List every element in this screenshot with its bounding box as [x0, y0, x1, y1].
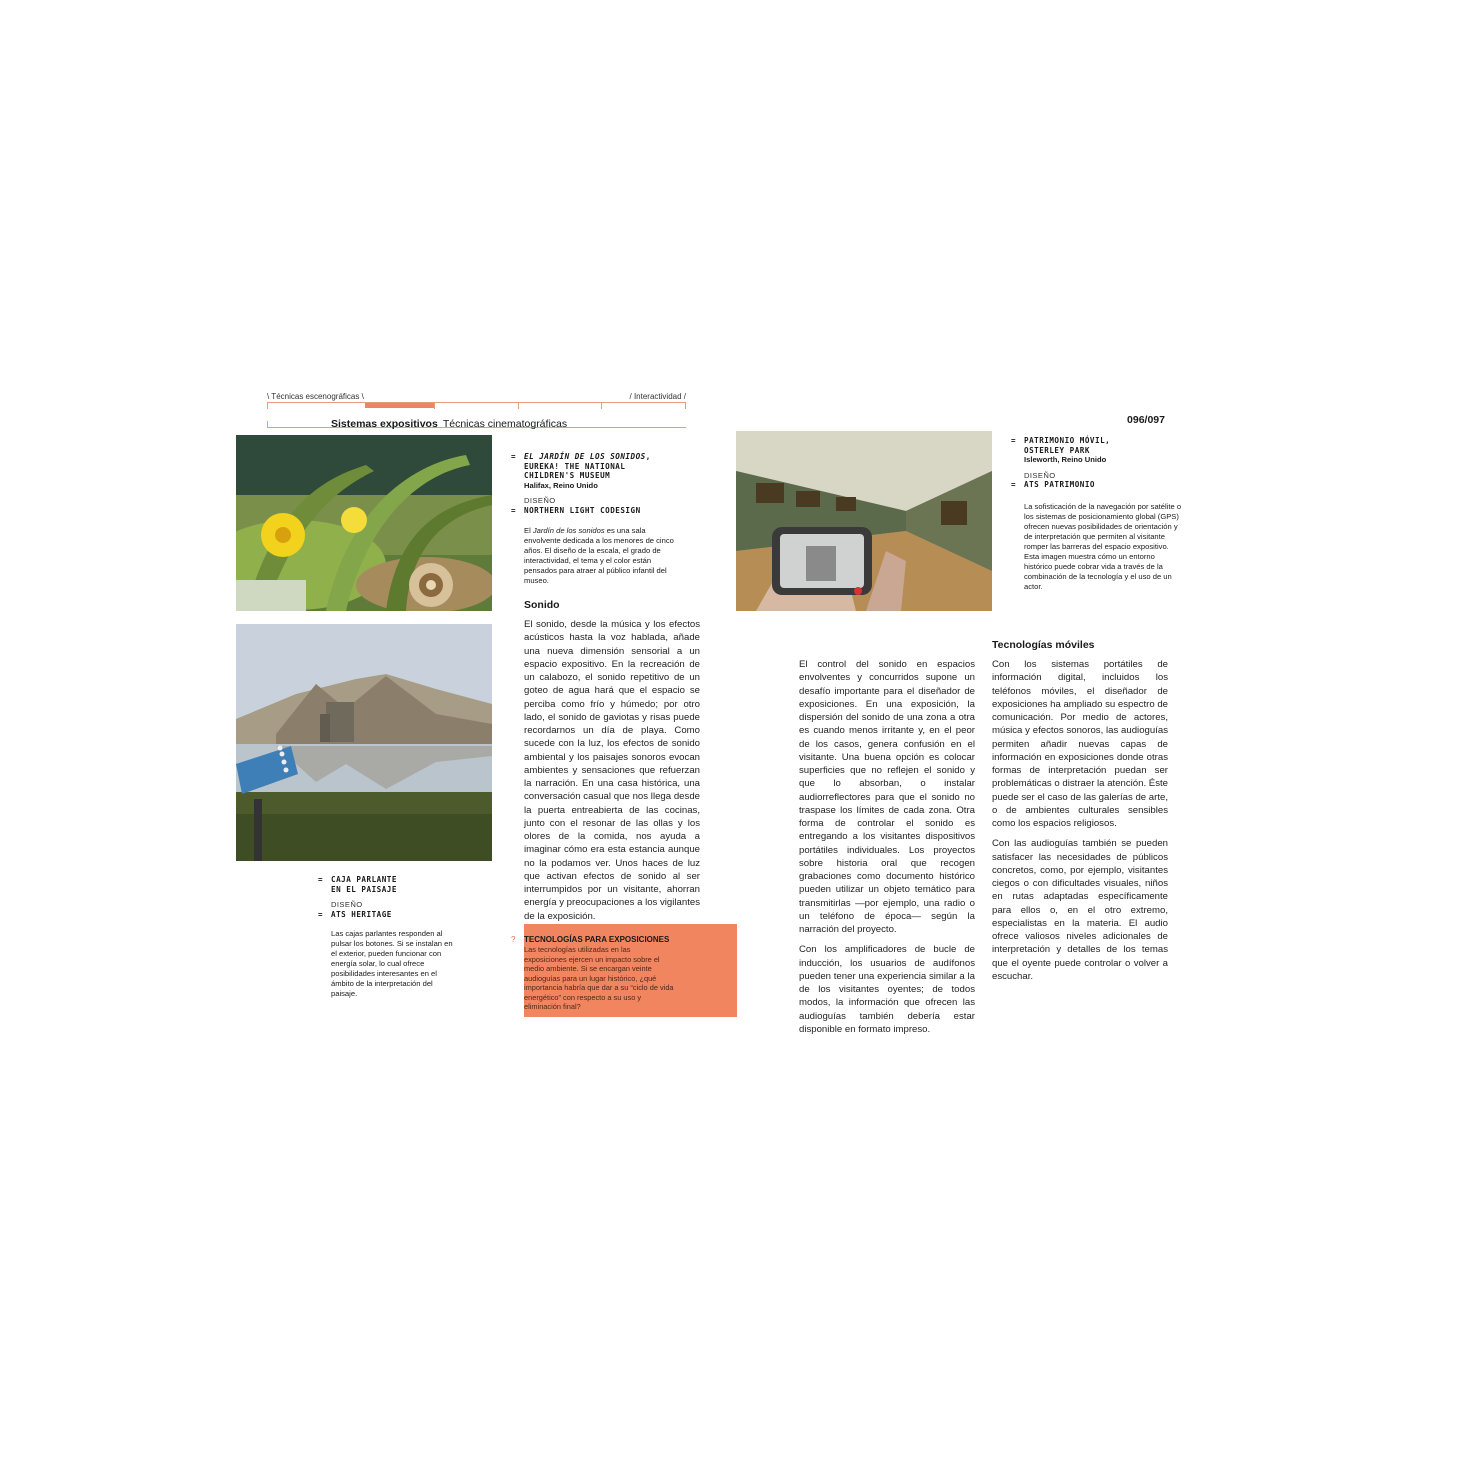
paragraph: El sonido, desde la música y los efectos acústicos hasta la voz hablada, añade una nueva dimensión sensorial a un espacio expositivo. En la recreación de un calabozo, el sonido repetitivo de un goteo de agua hará que el espacio se perciba como frío y húmedo; por otro lado, el sonido de gaviotas y risas puede recordarnos un día de playa. Como sucede con la luz, los efectos de sonido ambiental y los paisajes sonoros evocan ambientes y sensaciones que refuerzan la narración. En una casa histórica, una conversación casual que nos llega desde la puerta entreabierta de las cocinas, junto con el resonar de las ollas y los olores de la comida, nos ayuda a imaginar cómo era esta estancia aunque no la podamos ver. Unos haces de luz que activan efectos de sonido al ser interrumpidos por un visitante, ahorran energía y preocupaciones a los vigilantes de la exposición. — [524, 619, 700, 922]
bullet-icon: = — [318, 909, 324, 919]
garden-photo — [236, 435, 492, 611]
rule-tick — [267, 403, 268, 409]
caption-title-line: OSTERLEY PARK — [1024, 445, 1090, 455]
box-title: TECNOLOGÍAS PARA EXPOSICIONES — [524, 935, 670, 944]
column-control — [799, 658, 975, 1043]
paragraph: Con los amplificadores de bucle de inducción, los usuarios de audífonos pueden tener una experiencia similar a la de los visitantes oyentes; de todos modos, la información que ofrecen las audioguías también debería estar disponible en formato impreso. — [799, 944, 975, 1035]
caption-osterley — [1011, 436, 1184, 592]
caption-title-line: EUREKA! THE NATIONAL — [524, 461, 626, 471]
rule-tick — [518, 403, 519, 409]
column-moviles — [992, 658, 1168, 990]
bullet-icon: = — [511, 452, 517, 461]
caption-description: Las cajas parlantes responden al pulsar los botones. Si se instalan en el exterior, pueden funcionar con energía solar, lo cual ofrece posibilidades interesantes en el ámbito de la interpretación del paisaje. — [331, 929, 453, 999]
rule-tick — [434, 403, 435, 409]
caption-description: El Jardín de los sonidos es una sala envolvente dedicada a los menores de cinco años. El diseño de la escala, el grado de interactividad, el tema y el color están pensados para atraer al público infantil del museo. — [524, 525, 674, 585]
caption-location: Halifax, Reino Unido — [524, 480, 598, 490]
paragraph: Con las audioguías también se pueden satisfacer las necesidades de públicos concretos, como, por ejemplo, visitantes ciegos o con dificultades visuales, niños en rutas adaptadas específicamente para ellos o, en el otro extremo, especialistas en la materia. El audio ofrece valiosos niveles adicionales de interpretación y detalles de los temas que el oyente puede controlar o volver a escuchar. — [992, 838, 1168, 982]
rule-tick — [267, 421, 268, 427]
section-heading — [331, 414, 567, 432]
question-icon: ? — [511, 935, 516, 944]
bullet-icon: = — [1011, 436, 1017, 445]
caption-title-line: CHILDREN'S MUSEUM — [524, 471, 611, 481]
heading-sonido: Sonido — [524, 599, 560, 611]
box-text: Las tecnologías utilizadas en las exposiciones ejercen un impacto sobre el medio ambiente. Si se encargan veinte audioguías para un lugar histórico, ¿qué importancia habría que dar a su “ciclo de vida energético” con respecto a su uso y eliminación final? — [524, 945, 674, 1011]
caption-location: Isleworth, Reino Unido — [1024, 455, 1107, 465]
gallery-photo — [736, 431, 992, 611]
paragraph: El control del sonido en espacios envolventes y concurridos supone un desafío importante para el diseñador de exposiciones. En una exposición, la dispersión del sonido de una zona a otra es cuando menos irritante y, en el peor de los casos, genera confusión en el visitante. Una buena opción es colocar superficies que no reflejen el sonido y que lo absorban, o instalar audiorreflectores para que el sonido no traspase los límites de cada zona. Otra forma de controlar el sonido es entregando a los visitantes dispositivos portátiles individuales. Los proyectos sobre historia oral que recogen grabaciones como documento histórico pueden utilizar un objeto temático para transmitirlas —por ejemplo, una radio o un teléfono de época— según la narración del proyecto. — [799, 659, 975, 935]
caption-title: = CAJA PARLANTE — [318, 875, 397, 884]
caption-design-label: DISEÑO — [331, 900, 363, 910]
caption-garden — [511, 452, 674, 586]
rule-tick — [685, 403, 686, 409]
caption-designer: = ATS HERITAGE — [318, 909, 392, 919]
bullet-icon: = — [1011, 480, 1017, 490]
caption-designer: = NORTHERN LIGHT CODESIGN — [511, 505, 641, 515]
rule-tick — [601, 403, 602, 409]
breadcrumb-right: / Interactividad / — [629, 392, 686, 401]
paragraph: Con los sistemas portátiles de información digital, incluidos los teléfonos móviles, el diseñador de exposiciones ha ampliado su espectro de comunicación. Por medio de actores, música y efectos sonoros, las audioguías permiten añadir nuevas capas de información en exposiciones donde otras formas de interpretación puedan ser problemáticas o distraer la atención. Éste puede ser el caso de las galerías de arte, o de ambientes culturales sensibles como los espacios religiosos. — [992, 659, 1168, 829]
header-accent-bar — [365, 403, 435, 408]
caption-title-line: EN EL PAISAJE — [331, 884, 397, 894]
caption-description: La sofisticación de la navegación por satélite o los sistemas de posicionamiento global (GPS) ofrecen nuevas posibilidades de orientación y de interpretación que permiten al visitante romper las barreras del espacio expositivo. Esta imagen muestra cómo un entorno histórico puede cobrar vida a través de la combinación de la tecnología y el uso de un actor. — [1024, 501, 1182, 591]
caption-title: = EL JARDÍN DE LOS SONIDOS, — [511, 452, 651, 461]
section-title: Sistemas expositivos — [331, 418, 438, 430]
caption-talking-box — [318, 875, 456, 999]
caption-design-label: DISEÑO — [1024, 470, 1056, 480]
heading-moviles: Tecnologías móviles — [992, 639, 1095, 651]
sidebar-box — [524, 924, 737, 1017]
caption-designer: = ATS PATRIMONIO — [1011, 480, 1096, 490]
section-subtitle: Técnicas cinematográficas — [442, 418, 568, 430]
caption-design-label: DISEÑO — [524, 496, 556, 506]
landscape-photo — [236, 624, 492, 861]
header-rule-top — [267, 402, 686, 403]
bullet-icon: = — [511, 505, 517, 515]
page-number: 096/097 — [1127, 414, 1165, 426]
bullet-icon: = — [318, 875, 324, 884]
caption-title: = PATRIMONIO MÓVIL, — [1011, 436, 1111, 445]
breadcrumb-left: \ Técnicas escenográficas \ — [267, 392, 364, 401]
column-sonido — [524, 618, 700, 930]
